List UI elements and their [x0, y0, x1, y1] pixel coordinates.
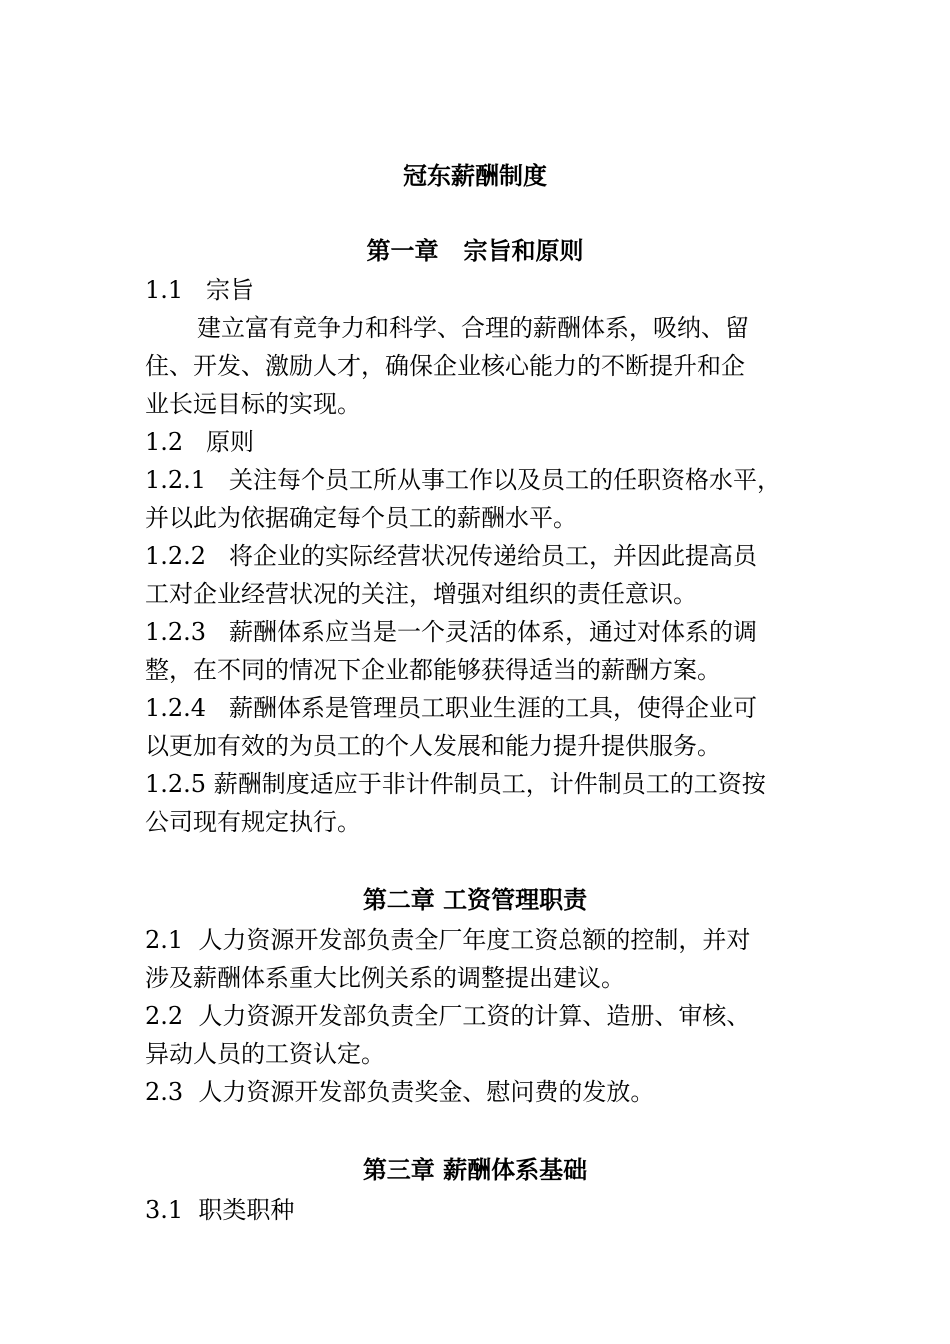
- chapter-3-heading: 第三章 薪酬体系基础: [362, 1156, 588, 1184]
- section-1-1-heading: 1.1 宗旨: [145, 276, 255, 304]
- section-3-1-heading: 3.1 职类职种: [145, 1196, 295, 1224]
- item-1-2-1-line: 并以此为依据确定每个员工的薪酬水平。: [145, 504, 577, 532]
- item-1-2-1-line: 1.2.1 关注每个员工所从事工作以及员工的任职资格水平，: [145, 466, 781, 494]
- item-1-2-2-line: 工对企业经营状况的关注，增强对组织的责任意识。: [145, 580, 697, 608]
- item-1-2-4-line: 以更加有效的为员工的个人发展和能力提升提供服务。: [145, 732, 721, 760]
- item-2-1-line: 2.1 人力资源开发部负责全厂年度工资总额的控制，并对: [145, 926, 751, 954]
- item-2-2-line: 2.2 人力资源开发部负责全厂工资的计算、造册、审核、: [145, 1002, 751, 1030]
- item-1-2-3-line: 整，在不同的情况下企业都能够获得适当的薪酬方案。: [145, 656, 721, 684]
- chapter-2-heading: 第二章 工资管理职责: [362, 886, 588, 914]
- item-1-2-4-line: 1.2.4 薪酬体系是管理员工职业生涯的工具，使得企业可: [145, 694, 757, 722]
- chapter-1-heading: 第一章 宗旨和原则: [366, 237, 584, 265]
- item-1-2-2-line: 1.2.2 将企业的实际经营状况传递给员工，并因此提高员: [145, 542, 757, 570]
- paragraph-line: 业长远目标的实现。: [145, 390, 361, 418]
- section-1-2-heading: 1.2 原则: [145, 428, 255, 456]
- paragraph-line: 建立富有竞争力和科学、合理的薪酬体系，吸纳、留: [197, 314, 749, 342]
- item-1-2-5-line: 公司现有规定执行。: [145, 808, 361, 836]
- document-title: 冠东薪酬制度: [403, 162, 547, 190]
- item-1-2-5-line: 1.2.5 薪酬制度适应于非计件制员工，计件制员工的工资按: [145, 770, 766, 798]
- paragraph-line: 住、开发、激励人才，确保企业核心能力的不断提升和企: [145, 352, 745, 380]
- item-2-1-line: 涉及薪酬体系重大比例关系的调整提出建议。: [145, 964, 625, 992]
- item-2-2-line: 异动人员的工资认定。: [145, 1040, 385, 1068]
- item-2-3-line: 2.3 人力资源开发部负责奖金、慰问费的发放。: [145, 1078, 655, 1106]
- item-1-2-3-line: 1.2.3 薪酬体系应当是一个灵活的体系，通过对体系的调: [145, 618, 757, 646]
